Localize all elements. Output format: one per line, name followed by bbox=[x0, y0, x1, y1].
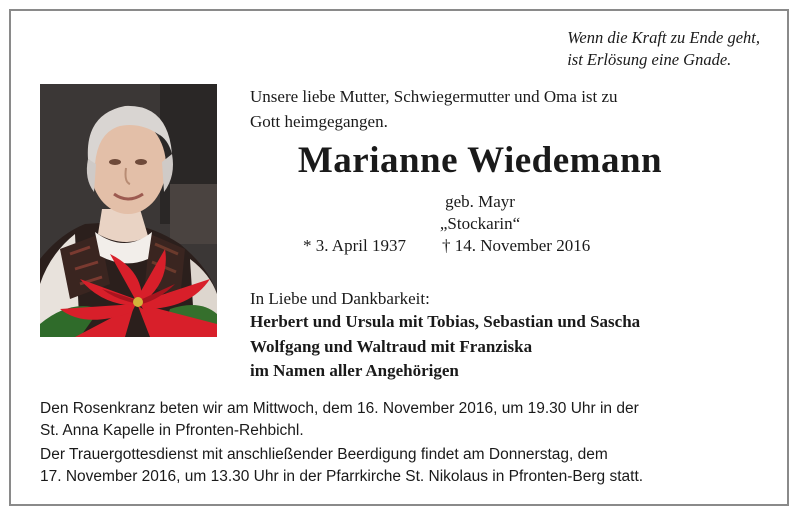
rosary-line-2: St. Anna Kapelle in Pfronten-Rehbichl. bbox=[40, 421, 304, 439]
rosary-line-1: Den Rosenkranz beten wir am Mittwoch, dem 16. November 2016, um 19.30 Uhr in der bbox=[40, 400, 639, 417]
mourner-line: Herbert und Ursula mit Tobias, Sebastian und Sascha bbox=[250, 312, 641, 331]
funeral-info bbox=[40, 444, 770, 487]
mourners-list bbox=[250, 310, 640, 384]
deceased-name: Marianne Wiedemann bbox=[297, 140, 663, 181]
birth-name: geb. Mayr bbox=[445, 192, 515, 211]
funeral-line-1: Der Trauergottesdienst mit anschließender Beerdigung findet am Donnerstag, dem bbox=[40, 446, 608, 463]
intro-text bbox=[250, 84, 720, 134]
motto-quote bbox=[567, 27, 760, 71]
mourner-line: Wolfgang und Waltraud mit Franziska bbox=[250, 336, 533, 356]
mourner-line: im Namen aller Angehörigen bbox=[250, 361, 459, 380]
nickname: „Stockarin“ bbox=[439, 214, 521, 233]
intro-line-1: Unsere liebe Mutter, Schwiegermutter und Oma ist zu bbox=[250, 87, 618, 106]
mourners-intro: In Liebe und Dankbarkeit: bbox=[250, 289, 430, 308]
motto-line-2: ist Erlösung eine Gnade. bbox=[567, 50, 732, 69]
portrait-photo bbox=[40, 84, 217, 337]
funeral-line-2: 17. November 2016, um 13.30 Uhr in der Pfarrkirche St. Nikolaus in Pfronten-Berg statt. bbox=[40, 467, 644, 485]
death-date: † 14. November 2016 bbox=[441, 236, 591, 255]
service-info bbox=[40, 398, 770, 488]
motto-line-1: Wenn die Kraft zu Ende geht, bbox=[567, 28, 760, 47]
life-dates bbox=[303, 234, 590, 258]
intro-line-2: Gott heimgegangen. bbox=[250, 112, 388, 131]
birth-date: * 3. April 1937 bbox=[303, 236, 406, 255]
rosary-info bbox=[40, 398, 770, 441]
